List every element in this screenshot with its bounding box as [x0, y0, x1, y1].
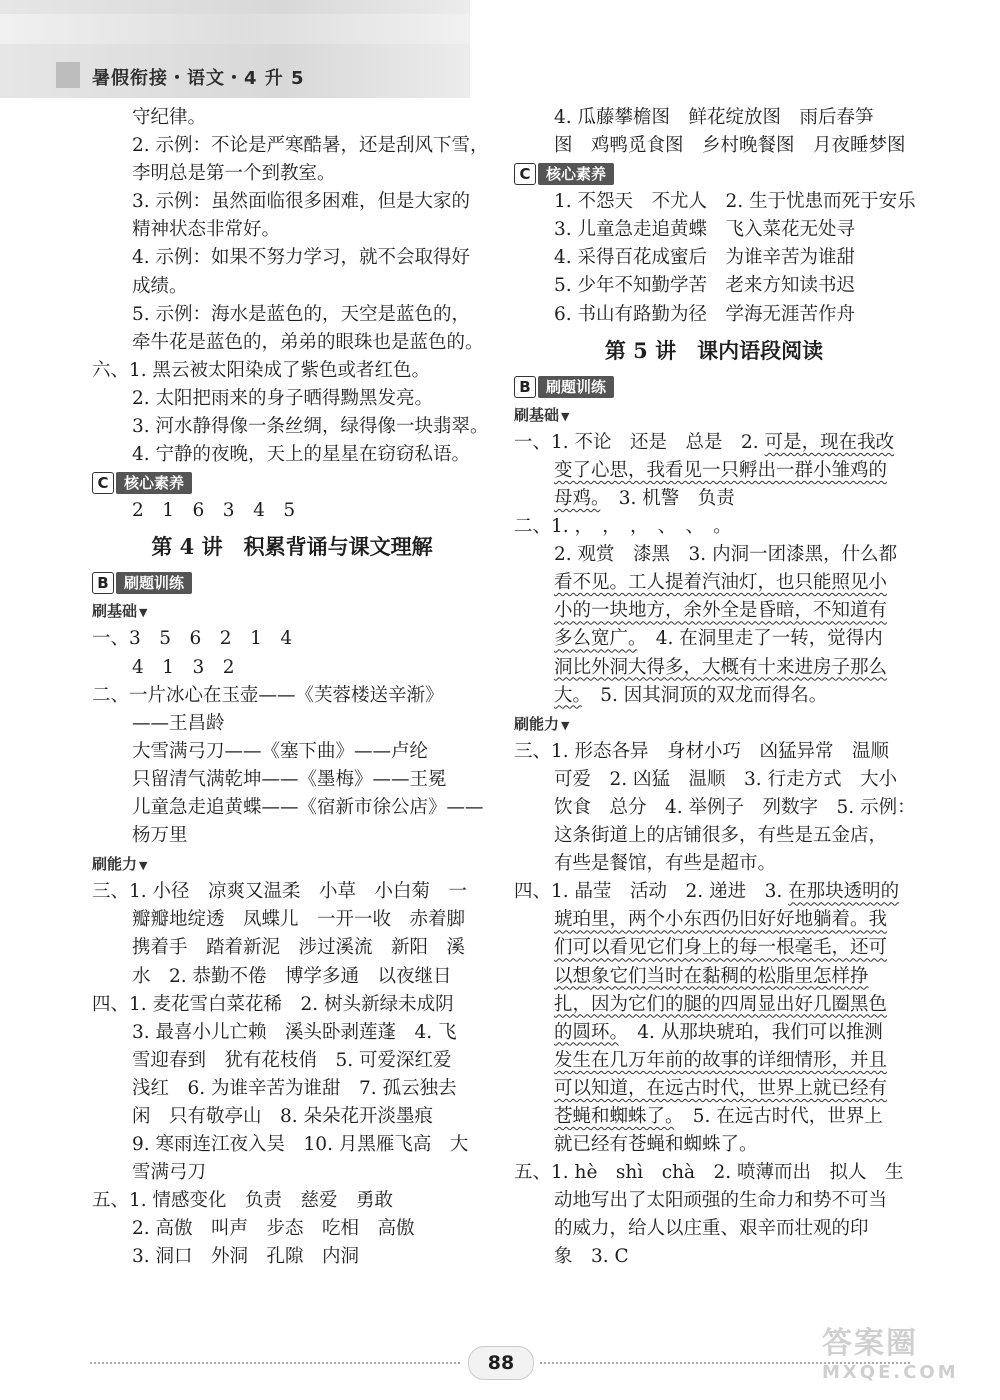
text-line: 三、1. 形态各异 身材小巧 凶猛异常 温顺 — [514, 740, 890, 762]
text-line: 有些是餐馆，有些是超市。 — [554, 853, 777, 875]
text-line: 只留清气满乾坤——《墨梅》——王冕 — [132, 768, 447, 790]
text-line — [514, 878, 914, 906]
right-column — [514, 104, 914, 1272]
badge-text: 核心素养 — [116, 472, 192, 494]
triangle-down-icon: ▼ — [139, 606, 148, 620]
text-line: 2. 示例：不论是严寒酷暑，还是刮风下雪， — [132, 135, 489, 157]
badge-letter: B — [514, 376, 536, 398]
text-line: 牵牛花是蓝色的，弟弟的眼珠也是蓝色的。 — [132, 331, 484, 353]
underlined-answer: 变了心思，我看见一只孵出一群小雏鸡的 — [554, 459, 888, 481]
underlined-answer: 的圆环。 — [554, 1021, 619, 1043]
watermark-text: 答案圈 — [822, 1326, 918, 1361]
text-line — [514, 1103, 914, 1131]
text-line: 雪满弓刀 — [132, 1162, 207, 1184]
text-span: 一、1. 不论 还是 总是 2. — [514, 431, 765, 453]
text-line: 4. 采得百花成蜜后 为谁辛苦为谁甜 — [554, 247, 856, 269]
text-line: 饮食 总分 4. 举例子 列数字 5. 示例： — [554, 796, 916, 818]
text-line: 二、1. ， ， ， 、 、 。 — [514, 516, 732, 538]
subheading-ability — [92, 850, 492, 878]
core-literacy-badge — [514, 163, 614, 185]
text-line: 的威力，给人以庄重、艰辛而壮观的印 — [554, 1218, 869, 1240]
header-decoration — [0, 14, 470, 44]
text-line: 2. 高傲 叫声 步态 吃相 高傲 — [132, 1218, 415, 1240]
text-line: 五、1. 情感变化 负责 慈爱 勇敢 — [92, 1190, 394, 1212]
underlined-answer: 们可以看见它们身上的每一根毫毛，还可 — [554, 937, 888, 959]
header-marker — [56, 62, 80, 88]
text-line: 六、1. 黑云被太阳染成了紫色或者红色。 — [92, 359, 431, 381]
subheading-label: 刷能力 — [92, 855, 138, 874]
text-span: 5. 在远古时代，世界上 — [674, 1106, 883, 1127]
underlined-answer: 扎，因为它们的腿的四周显出好几圈黑色 — [554, 993, 888, 1015]
subheading-basic — [92, 597, 492, 625]
text-line: 3. 最喜小儿亡赖 溪头卧剥莲蓬 4. 飞 — [132, 1021, 457, 1043]
underlined-answer: 在那块透明的 — [788, 881, 900, 903]
badge-letter: C — [514, 163, 536, 185]
practice-badge — [92, 572, 192, 594]
text-line: 4 1 3 2 — [132, 656, 235, 678]
underlined-answer: 以想象它们当时在黏稠的松脂里怎样挣 — [554, 965, 869, 987]
badge-text: 刷题训练 — [116, 572, 192, 594]
text-line: 图 鸡鸭觅食图 乡村晚餐图 月夜睡梦图 — [554, 135, 906, 157]
text-line: 9. 寒雨连江夜入吴 10. 月黑雁飞高 大 — [132, 1134, 469, 1156]
text-line: 儿童急走追黄蝶——《宿新市徐公店》—— — [132, 796, 484, 818]
text-line — [514, 625, 914, 653]
triangle-down-icon: ▼ — [561, 409, 570, 423]
text-span: 4. 从那块琥珀，我们可以推测 — [618, 1021, 883, 1043]
header-title: 暑假衔接・语文・4 升 5 — [92, 68, 305, 89]
text-line: 五、1. hè shì chà 2. 喷薄而出 拟人 生 — [514, 1162, 904, 1184]
text-line: 守纪律。 — [132, 107, 207, 128]
text-line: 3. 示例：虽然面临很多困难，但是大家的 — [132, 191, 471, 213]
badge-text: 核心素养 — [538, 163, 614, 185]
text-line — [514, 429, 914, 457]
subheading-basic — [514, 401, 914, 429]
subheading-ability — [514, 710, 914, 738]
text-line: 水 2. 恭勤不倦 博学多通 以夜继日 — [132, 965, 452, 987]
text-line: 1. 不怨天 不尤人 2. 生于忧患而死于安乐 — [554, 191, 916, 213]
text-line: 6. 书山有路勤为径 学海无涯苦作舟 — [554, 303, 856, 325]
section-title: 第 5 讲 课内语段阅读 — [604, 337, 824, 363]
text-line: 一、3 5 6 2 1 4 — [92, 628, 293, 650]
text-line: 2. 观赏 漆黑 3. 内洞一团漆黑，什么都 — [554, 544, 898, 566]
underlined-answer: 洞比外洞大得多，大概有十来进房子那么 — [554, 656, 888, 678]
text-line: 5. 少年不知勤学苦 老来方知读书迟 — [554, 275, 856, 297]
text-line: 可爱 2. 凶猛 温顺 3. 行走方式 大小 — [554, 768, 898, 790]
page-footer — [90, 1352, 910, 1372]
underlined-answer: 琥珀里，两个小东西仍旧好好地躺着。我 — [554, 909, 888, 931]
text-span: 3. 机警 负责 — [600, 487, 735, 509]
subheading-label: 刷能力 — [514, 714, 560, 733]
text-line: ——王昌龄 — [132, 712, 225, 734]
text-line: 2 1 6 3 4 5 — [132, 500, 296, 522]
underlined-answer: 小的一块地方，余外全是昏暗，不知道有 — [554, 600, 888, 622]
text-line: 精神状态非常好。 — [132, 219, 281, 241]
text-line — [514, 485, 914, 513]
text-line: 闲 只有敬亭山 8. 朵朵花开淡墨痕 — [132, 1106, 434, 1127]
text-line: 5. 示例：海水是蓝色的，天空是蓝色的， — [132, 303, 471, 325]
text-line: 4. 瓜藤攀檐图 鲜花绽放图 雨后春笋 — [554, 107, 874, 128]
text-span: 四、1. 晶莹 活动 2. 递进 3. — [514, 881, 789, 903]
practice-badge — [514, 376, 614, 398]
text-line: 瓣瓣地绽透 凤蝶儿 一开一收 赤着脚 — [132, 909, 466, 931]
page-header — [0, 0, 470, 98]
watermark-logo — [822, 1326, 992, 1394]
underlined-answer: 可是，现在我改 — [764, 431, 895, 453]
text-line: 动地写出了太阳顽强的生命力和势不可当 — [554, 1190, 888, 1212]
page-number: 88 — [468, 1346, 534, 1380]
core-literacy-badge — [92, 472, 192, 494]
text-line: 这条街道上的店铺很多，有些是五金店， — [554, 825, 888, 847]
text-line: 三、1. 小径 凉爽又温柔 小草 小白菊 一 — [92, 881, 468, 903]
left-column — [92, 104, 492, 1272]
underlined-answer: 多么宽广。 — [554, 628, 638, 650]
text-span: 5. 因其洞顶的双龙而得名。 — [581, 684, 828, 706]
watermark-url: MXQE.COM — [822, 1362, 959, 1383]
text-line: 杨万里 — [132, 825, 188, 847]
text-line: 四、1. 麦花雪白菜花稀 2. 树头新绿未成阴 — [92, 993, 454, 1015]
text-line: 4. 宁静的夜晚，天上的星星在窃窃私语。 — [132, 444, 471, 466]
badge-letter: B — [92, 572, 114, 594]
underlined-answer: 苍蝇和蜘蛛了。 — [554, 1106, 675, 1127]
text-line — [514, 1019, 914, 1047]
triangle-down-icon: ▼ — [139, 859, 148, 873]
text-line: 2. 太阳把雨来的身子晒得黝黑发亮。 — [132, 387, 434, 409]
text-line: 李明总是第一个到教室。 — [132, 163, 336, 185]
text-line: 雪迎春到 犹有花枝俏 5. 可爱深红爱 — [132, 1049, 452, 1071]
footer-divider — [90, 1362, 460, 1364]
text-line: 3. 儿童急走追黄蝶 飞入菜花无处寻 — [554, 219, 856, 241]
text-line: 大雪满弓刀——《塞下曲》——卢纶 — [132, 740, 429, 762]
triangle-down-icon: ▼ — [561, 718, 570, 732]
text-line: 成绩。 — [132, 275, 188, 297]
underlined-answer: 发生在几万年前的故事的详细情形，并且 — [554, 1049, 888, 1071]
underlined-answer: 可以知道，在远古时代，世界上就已经有 — [554, 1077, 888, 1099]
subheading-label: 刷基础 — [92, 602, 138, 621]
text-line: 二、一片冰心在玉壶——《芙蓉楼送辛渐》 — [92, 684, 444, 706]
subheading-label: 刷基础 — [514, 405, 560, 424]
underlined-answer: 大。 — [554, 684, 582, 706]
text-line: 就已经有苍蝇和蜘蛛了。 — [554, 1134, 758, 1156]
text-line: 3. 河水静得像一条丝绸，绿得像一块翡翠。 — [132, 416, 489, 438]
text-line: 象 3. C — [554, 1246, 629, 1268]
underlined-answer: 母鸡。 — [554, 487, 601, 509]
section-title: 第 4 讲 积累背诵与课文理解 — [151, 534, 433, 560]
badge-text: 刷题训练 — [538, 376, 614, 398]
text-line — [514, 682, 914, 710]
text-span: 4. 在洞里走了一转，觉得内 — [637, 628, 883, 650]
text-line: 3. 洞口 外洞 孔隙 内洞 — [132, 1246, 360, 1268]
badge-letter: C — [92, 472, 114, 494]
underlined-answer: 看不见。工人提着汽油灯，也只能照见小 — [554, 572, 888, 594]
text-line: 浅红 6. 为谁辛苦为谁甜 7. 孤云独去 — [132, 1077, 457, 1099]
text-line: 4. 示例：如果不努力学习，就不会取得好 — [132, 247, 471, 269]
text-line: 携着手 踏着新泥 涉过溪流 新阳 溪 — [132, 937, 466, 959]
